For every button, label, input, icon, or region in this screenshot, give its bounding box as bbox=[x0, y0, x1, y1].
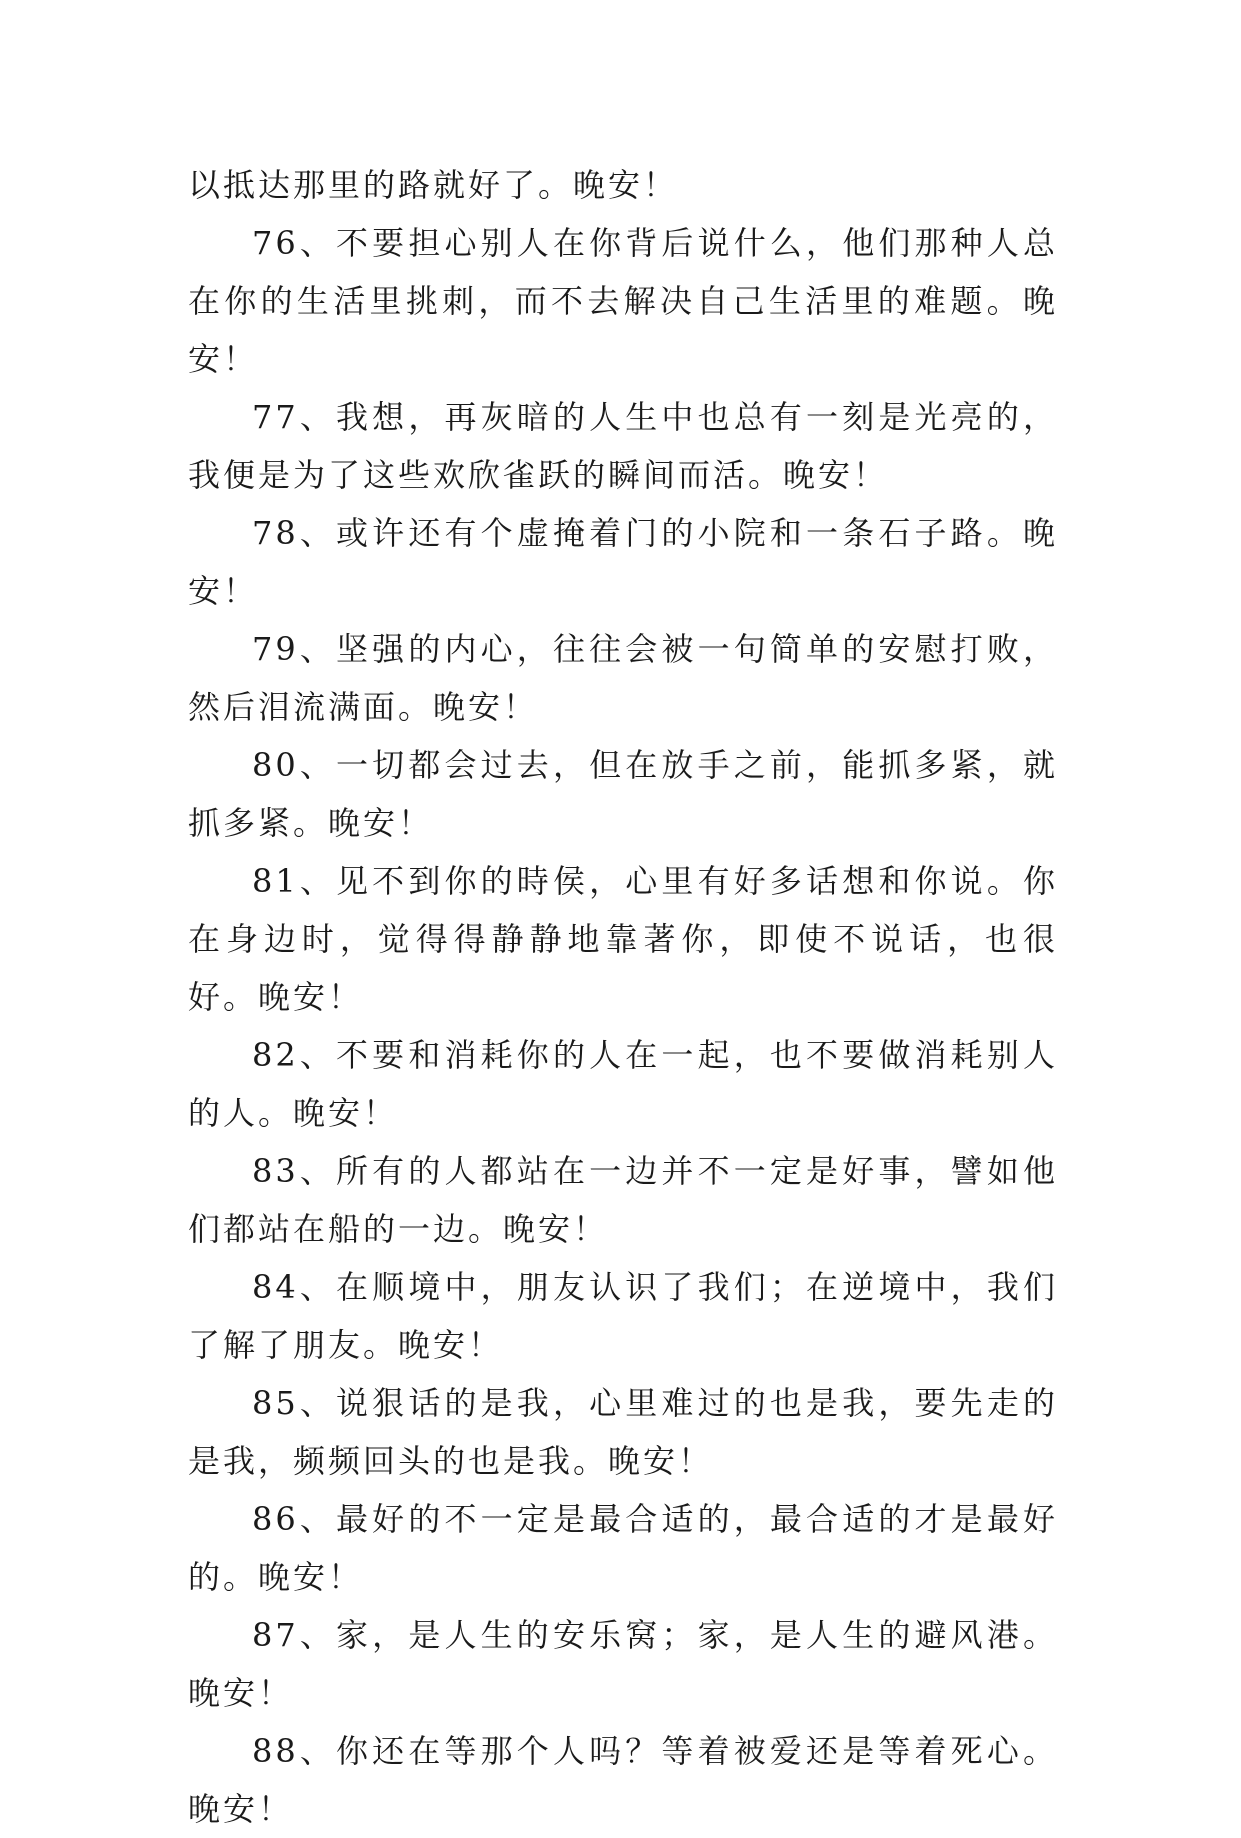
paragraph-78: 78、或许还有个虚掩着门的小院和一条石子路。晚安！ bbox=[188, 514, 1058, 610]
paragraph-88: 88、你还在等那个人吗？等着被爱还是等着死心。晚安！ bbox=[188, 1732, 1058, 1828]
paragraph-81: 81、见不到你的時侯，心里有好多话想和你说。你在身边时，觉得得静静地靠著你，即使不说话，也很好。晚安！ bbox=[188, 862, 1058, 1016]
paragraph-80: 80、一切都会过去，但在放手之前，能抓多紧，就抓多紧。晚安！ bbox=[188, 746, 1058, 842]
paragraph-84: 84、在顺境中，朋友认识了我们；在逆境中，我们了解了朋友。晚安！ bbox=[188, 1268, 1058, 1364]
paragraph-87: 87、家，是人生的安乐窝；家，是人生的避风港。晚安！ bbox=[188, 1616, 1058, 1712]
paragraph-76: 76、不要担心别人在你背后说什么，他们那种人总在你的生活里挑刺，而不去解决自己生活里的难题。晚安！ bbox=[188, 224, 1058, 378]
paragraph-83: 83、所有的人都站在一边并不一定是好事，譬如他们都站在船的一边。晚安！ bbox=[188, 1152, 1058, 1248]
lead-paragraph: 以抵达那里的路就好了。晚安！ bbox=[188, 166, 679, 204]
document-body bbox=[188, 156, 1058, 1838]
paragraph-79: 79、坚强的内心，往往会被一句简单的安慰打败，然后泪流满面。晚安！ bbox=[188, 630, 1058, 726]
paragraph-85: 85、说狠话的是我，心里难过的也是我，要先走的是我，频频回头的也是我。晚安！ bbox=[188, 1384, 1058, 1480]
paragraph-86: 86、最好的不一定是最合适的，最合适的才是最好的。晚安！ bbox=[188, 1500, 1058, 1596]
paragraph-77: 77、我想，再灰暗的人生中也总有一刻是光亮的，我便是为了这些欢欣雀跃的瞬间而活。晚安！ bbox=[188, 398, 1058, 494]
paragraph-82: 82、不要和消耗你的人在一起，也不要做消耗别人的人。晚安！ bbox=[188, 1036, 1058, 1132]
